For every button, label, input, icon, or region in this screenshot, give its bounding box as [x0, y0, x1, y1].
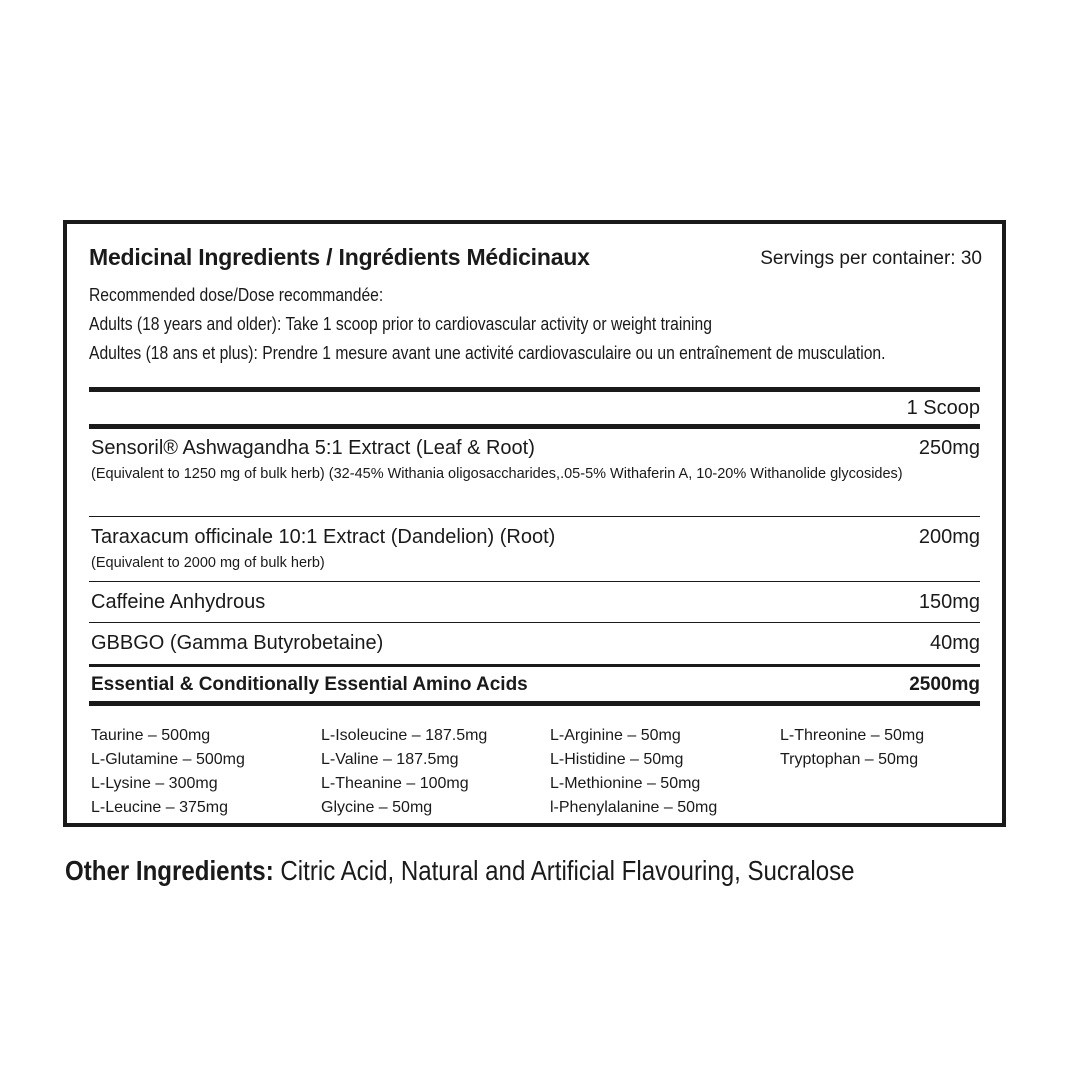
amino-item: l-Phenylalanine – 50mg	[550, 799, 718, 816]
amino-item: L-Glutamine – 500mg	[91, 751, 245, 768]
amino-item: L-Valine – 187.5mg	[321, 751, 459, 768]
amino-item: L-Methionine – 50mg	[550, 775, 701, 792]
ingredient-name: Sensoril® Ashwagandha 5:1 Extract (Leaf & Root)	[91, 437, 535, 459]
other-ingredients	[65, 855, 855, 887]
ingredient-amount: 40mg	[929, 632, 980, 654]
amino-item: L-Theanine – 100mg	[321, 775, 469, 792]
servings-per-container: Servings per container: 30	[760, 248, 982, 269]
ingredient-amount: 200mg	[918, 526, 980, 548]
amino-item: L-Histidine – 50mg	[550, 751, 684, 768]
divider	[89, 701, 980, 706]
divider	[89, 622, 980, 623]
dose-adults-en: Adults (18 years and older): Take 1 scoop prior to cardiovascular activity or weight training	[89, 314, 712, 334]
divider	[89, 424, 980, 429]
amino-list-column	[91, 724, 245, 820]
amino-item: L-Arginine – 50mg	[550, 727, 681, 744]
amino-item: L-Threonine – 50mg	[780, 727, 925, 744]
amino-item: L-Isoleucine – 187.5mg	[321, 727, 488, 744]
amino-list-column	[780, 724, 924, 772]
divider	[89, 581, 980, 582]
divider	[89, 387, 980, 392]
amino-acids-heading: Essential & Conditionally Essential Amino Acids	[91, 674, 528, 695]
ingredient-amount: 150mg	[918, 591, 980, 613]
ingredient-note: (Equivalent to 1250 mg of bulk herb) (32-45% Withania oligosaccharides,.05-5% Withaferin A, 10-20% Withanolide glycosides)	[91, 466, 903, 482]
divider	[89, 664, 980, 667]
ingredient-name: GBBGO (Gamma Butyrobetaine)	[91, 632, 384, 654]
amino-item: Glycine – 50mg	[321, 799, 433, 816]
ingredient-note: (Equivalent to 2000 mg of bulk herb)	[91, 555, 325, 571]
dose-heading: Recommended dose/Dose recommandée:	[89, 285, 384, 305]
amino-item: Taurine – 500mg	[91, 727, 211, 744]
amino-item: L-Lysine – 300mg	[91, 775, 218, 792]
ingredient-name: Caffeine Anhydrous	[91, 591, 266, 613]
ingredient-amount: 250mg	[918, 437, 980, 459]
medicinal-ingredients-panel	[63, 220, 1006, 827]
amino-list-column	[550, 724, 717, 820]
amino-item: Tryptophan – 50mg	[780, 751, 919, 768]
other-ingredients-label: Other Ingredients:	[65, 855, 274, 886]
amino-acids-amount: 2500mg	[909, 674, 980, 695]
dose-adults-fr: Adultes (18 ans et plus): Prendre 1 mesure avant une activité cardiovasculaire ou un entraînement de musculation.	[89, 343, 886, 363]
amino-item: L-Leucine – 375mg	[91, 799, 228, 816]
divider	[89, 516, 980, 517]
other-ingredients-text: Citric Acid, Natural and Artificial Flavouring, Sucralose	[273, 855, 855, 886]
panel-title: Medicinal Ingredients / Ingrédients Médicinaux	[89, 244, 590, 270]
ingredient-name: Taraxacum officinale 10:1 Extract (Dandelion) (Root)	[91, 526, 556, 548]
amino-list-column	[321, 724, 487, 820]
column-header-serving: 1 Scoop	[906, 397, 980, 419]
